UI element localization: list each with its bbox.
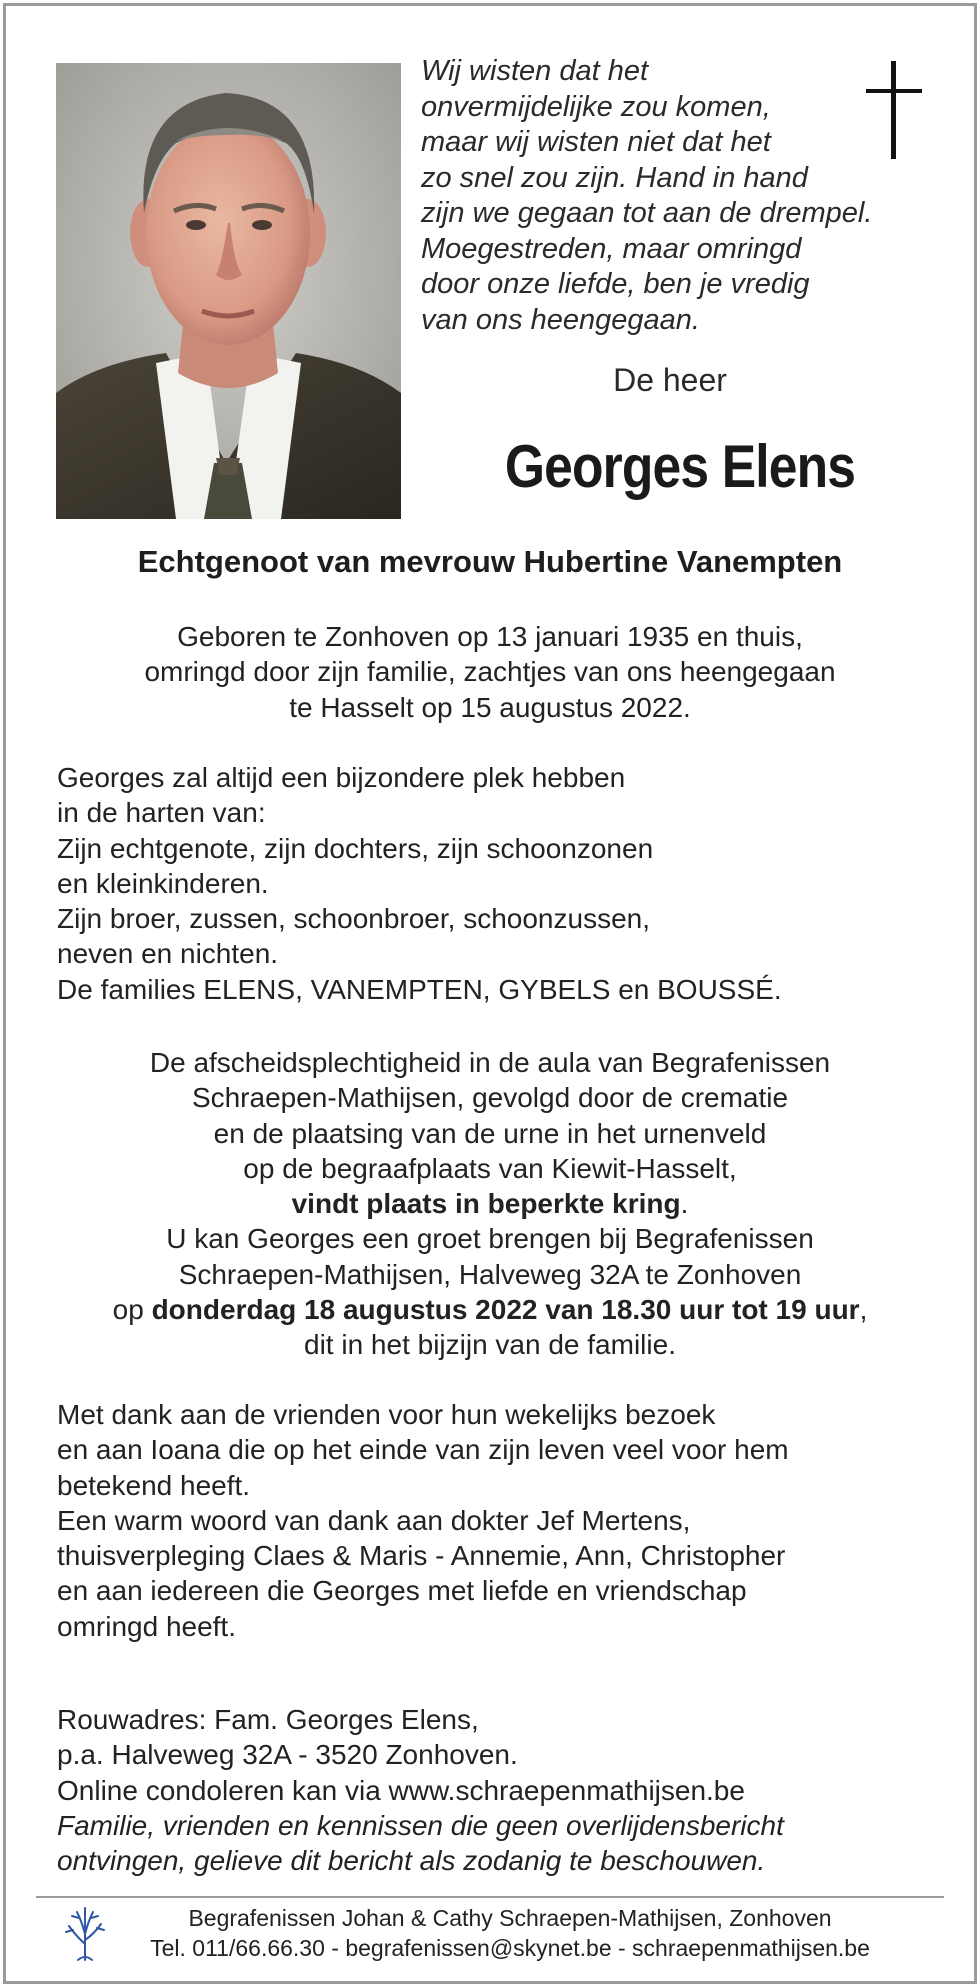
- thanks-line: thuisverpleging Claes & Maris - Annemie, Ann, Christopher: [57, 1540, 786, 1572]
- poem-line: onvermijdelijke zou komen,: [421, 90, 771, 123]
- birth-line: omringd door zijn familie, zachtjes van ons heengegaan: [144, 656, 836, 688]
- footer-divider: [36, 1896, 944, 1898]
- notice-line: Familie, vrienden en kennissen die geen overlijdensbericht: [57, 1809, 784, 1841]
- poem-line: Moegestreden, maar omringd: [421, 232, 802, 265]
- address-line: Rouwadres: Fam. Georges Elens,: [57, 1704, 479, 1735]
- thanks-line: Met dank aan de vrienden voor hun wekelijks bezoek: [57, 1399, 716, 1430]
- ceremony-date-line: [0, 1292, 980, 1327]
- poem-line: Wij wisten dat het: [421, 55, 649, 87]
- date-prefix: op: [112, 1294, 152, 1326]
- thanks-line: Een warm woord van dank aan dokter Jef Mertens,: [57, 1504, 691, 1536]
- poem: [421, 54, 921, 338]
- ceremony-restricted-line: [0, 1186, 980, 1221]
- ceremony-line: dit in het bijzijn van de familie.: [304, 1329, 676, 1361]
- poem-line: zo snel zou zijn. Hand in hand: [421, 161, 808, 194]
- funeral-home-footer: [110, 1903, 910, 1963]
- honorific: De heer: [613, 362, 727, 398]
- family-line: Zijn broer, zussen, schoonbroer, schoonzussen,: [57, 903, 651, 935]
- poem-line: door onze liefde, ben je vredig: [421, 268, 810, 300]
- visit-date: donderdag 18 augustus 2022 van 18.30 uur tot 19 uur: [151, 1294, 860, 1326]
- spouse-line: Echtgenoot van mevrouw Hubertine Vanempten: [137, 544, 843, 579]
- poem-line: maar wij wisten niet dat het: [421, 126, 771, 158]
- portrait-photo-drawing: [56, 63, 401, 519]
- thanks-line: en aan Ioana die op het einde van zijn leven veel voor hem: [57, 1434, 789, 1466]
- restricted-text: vindt plaats in beperkte kring: [291, 1188, 681, 1220]
- thanks-paragraph: [57, 1397, 957, 1644]
- birth-line: Geboren te Zonhoven op 13 januari 1935 en thuis,: [177, 621, 803, 652]
- family-line: De families ELENS, VANEMPTEN, GYBELS en BOUSSÉ.: [57, 973, 782, 1005]
- birth-line: te Hasselt op 15 augustus 2022.: [289, 691, 691, 723]
- thanks-line: betekend heeft.: [57, 1469, 251, 1501]
- thanks-line: omringd heeft.: [57, 1610, 236, 1642]
- family-line: neven en nichten.: [57, 938, 279, 970]
- cross-icon: [864, 61, 924, 161]
- funeral-home-contact: Tel. 011/66.66.30 - begrafenissen@skynet.be - schraepenmathijsen.be: [150, 1935, 870, 1961]
- thanks-line: en aan iedereen die Georges met liefde en vriendschap: [57, 1575, 747, 1607]
- ceremony-line: en de plaatsing van de urne in het urnenveld: [213, 1117, 767, 1149]
- ceremony-line: U kan Georges een groet brengen bij Begrafenissen: [166, 1223, 814, 1255]
- notice-line: ontvingen, gelieve dit bericht als zodanig te beschouwen.: [57, 1845, 766, 1877]
- address-line: p.a. Halveweg 32A - 3520 Zonhoven.: [57, 1739, 518, 1771]
- portrait-photo: [56, 63, 401, 519]
- family-line: en kleinkinderen.: [57, 867, 269, 899]
- restricted-end: .: [680, 1188, 689, 1220]
- ceremony-line: Schraepen-Mathijsen, Halveweg 32A te Zonhoven: [178, 1258, 802, 1290]
- ceremony-line: Schraepen-Mathijsen, gevolgd door de crematie: [191, 1082, 789, 1114]
- poem-line: zijn we gegaan tot aan de drempel.: [421, 197, 873, 229]
- family-line: Zijn echtgenote, zijn dochters, zijn schoonzonen: [57, 832, 654, 864]
- family-paragraph: [57, 760, 957, 1007]
- family-line: Georges zal altijd een bijzondere plek hebben: [57, 762, 626, 793]
- family-line: in de harten van:: [57, 797, 266, 829]
- tree-logo-icon: [60, 1904, 110, 1962]
- ceremony-paragraph: [0, 1045, 980, 1363]
- date-suffix: ,: [859, 1294, 868, 1326]
- funeral-home-name: Begrafenissen Johan & Cathy Schraepen-Mathijsen, Zonhoven: [188, 1905, 832, 1931]
- deceased-name: Georges Elens: [504, 433, 856, 500]
- birth-death-info: [0, 619, 980, 725]
- poem-line: van ons heengegaan.: [421, 303, 700, 336]
- address-paragraph: [57, 1702, 957, 1878]
- address-line: Online condoleren kan via www.schraepenmathijsen.be: [57, 1774, 745, 1806]
- ceremony-line: op de begraafplaats van Kiewit-Hasselt,: [243, 1152, 737, 1184]
- ceremony-line: De afscheidsplechtigheid in de aula van Begrafenissen: [149, 1047, 831, 1078]
